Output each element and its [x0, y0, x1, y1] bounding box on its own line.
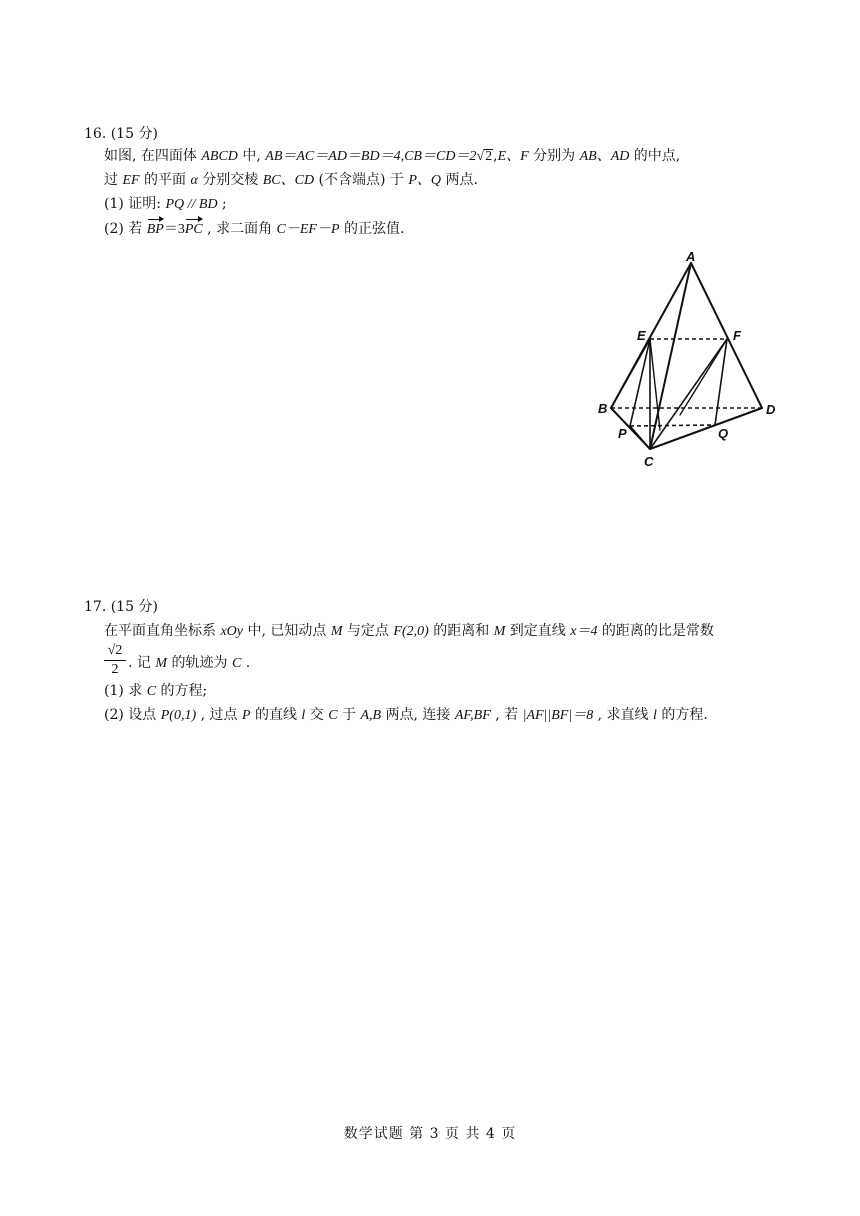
problem-17-part-1: (1) 求 C 的方程;: [104, 683, 208, 699]
tetrahedron-figure: [590, 245, 790, 475]
page-footer: 数学试题 第 3 页 共 4 页: [343, 1126, 517, 1142]
label-f: F: [733, 328, 741, 343]
problem-16-part-2: (2) 若 BP＝3PC , 求二面角 C－EF－P 的正弦值.: [104, 221, 405, 237]
vector-pc: PC: [184, 222, 203, 237]
problem-17-line-2: . 记 M 的轨迹为 C .: [128, 655, 251, 671]
problem-17-part-2: (2) 设点 P(0,1) , 过点 P 的直线 l 交 C 于 A,B 两点, 连接 AF,BF , 若 |AF||BF|＝8 , 求直线 l 的方程.: [104, 707, 708, 723]
label-d: D: [766, 402, 776, 417]
problem-17-line-1: 在平面直角坐标系 xOy 中, 已知动点 M 与定点 F(2,0) 的距离和 M 到定直线 x＝4 的距离的比是常数: [104, 623, 714, 639]
problem-16-line-2: 过 EF 的平面 α 分别交棱 BC、CD (不含端点) 于 P、Q 两点.: [104, 172, 478, 188]
vector-bp: BP: [146, 222, 164, 237]
problem-16-part-1: (1) 证明: PQ // BD ;: [104, 196, 227, 212]
label-b: B: [598, 401, 608, 416]
constant-fraction: √2 2: [104, 643, 126, 678]
label-q: Q: [718, 426, 729, 441]
problem-16-header: 16. (15 分): [84, 126, 158, 142]
label-a: A: [686, 249, 696, 264]
label-e: E: [637, 328, 646, 343]
problem-17-header: 17. (15 分): [84, 599, 158, 615]
label-c: C: [644, 454, 654, 469]
label-p: P: [618, 426, 627, 441]
problem-16-intro: 如图, 在四面体 ABCD 中, AB＝AC＝AD＝BD＝4,CB＝CD＝2√2,E、F 分别为 AB、AD 的中点,: [104, 148, 681, 164]
